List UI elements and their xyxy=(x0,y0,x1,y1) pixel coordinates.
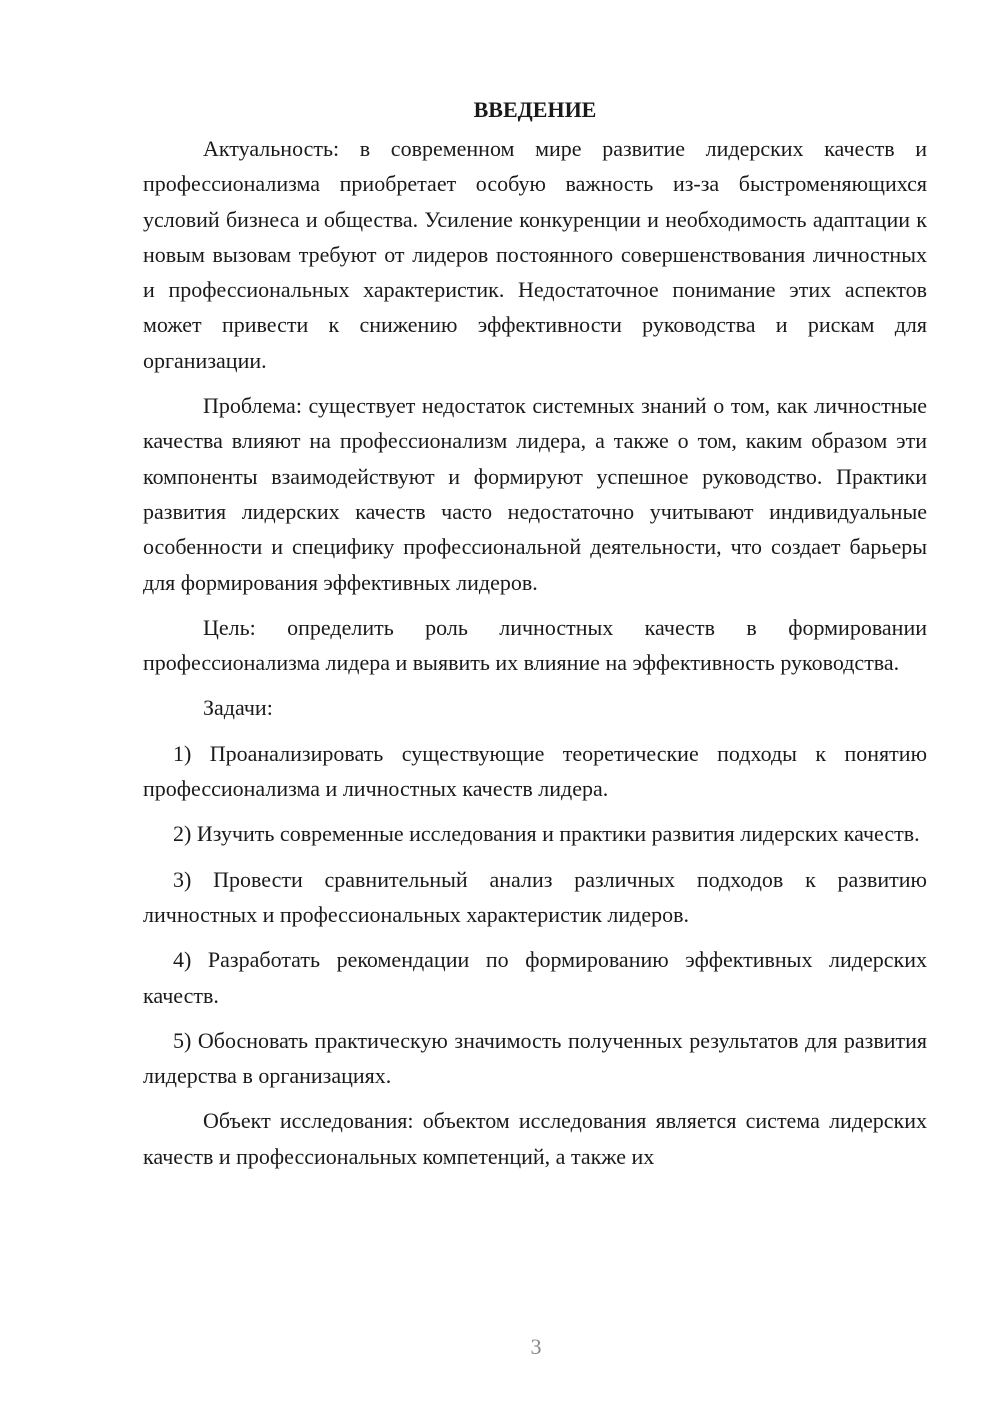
page-number: 3 xyxy=(530,1334,542,1359)
task-item-1: 1) Проанализировать существующие теоретические подходы к понятию профессионализма и личностных качеств лидера. xyxy=(143,740,927,802)
tasks-label: Задачи: xyxy=(203,695,273,721)
task-item-4: 4) Разработать рекомендации по формированию эффективных лидерских качеств. xyxy=(143,947,927,1008)
problem-paragraph: Проблема: существует недостаток системных знаний о том, как личностные качества влияют на профессионализм лидера, а также о том, каким образом эти компоненты взаимодействуют и формируют успешное руководство. Практики развития лидерских качеств часто недостаточно учитывают индивидуальные особенности и специфику профессиональной деятельности, что создает барьеры для формирования эффективных лидеров. xyxy=(143,393,927,595)
task-item-2: 2) Изучить современные исследования и практики развития лидерских качеств. xyxy=(173,821,920,847)
task-item-3: 3) Провести сравнительный анализ различных подходов к развитию личностных и профессиональных характеристик лидеров. xyxy=(143,866,927,927)
goal-paragraph: Цель: определить роль личностных качеств в формировании профессионализма лидера и выявить их влияние на эффективность руководства. xyxy=(143,614,927,676)
object-paragraph: Объект исследования: объектом исследования является система лидерских качеств и профессиональных компетенций, а также их xyxy=(143,1108,927,1169)
page-body xyxy=(143,92,927,1174)
relevance-paragraph: Актуальность: в современном мире развитие лидерских качеств и профессионализма приобретает особую важность из-за быстроменяющихся условий бизнеса и общества. Усиление конкуренции и необходимость адаптации к новым вызовам требуют от лидеров постоянного совершенствования личностных и профессиональных характеристик. Недостаточное понимание этих аспектов может привести к снижению эффективности руководства и рискам для организации. xyxy=(143,136,927,373)
task-item-5: 5) Обосновать практическую значимость полученных результатов для развития лидерства в организациях. xyxy=(143,1027,927,1089)
section-heading: ВВЕДЕНИЕ xyxy=(473,97,597,122)
